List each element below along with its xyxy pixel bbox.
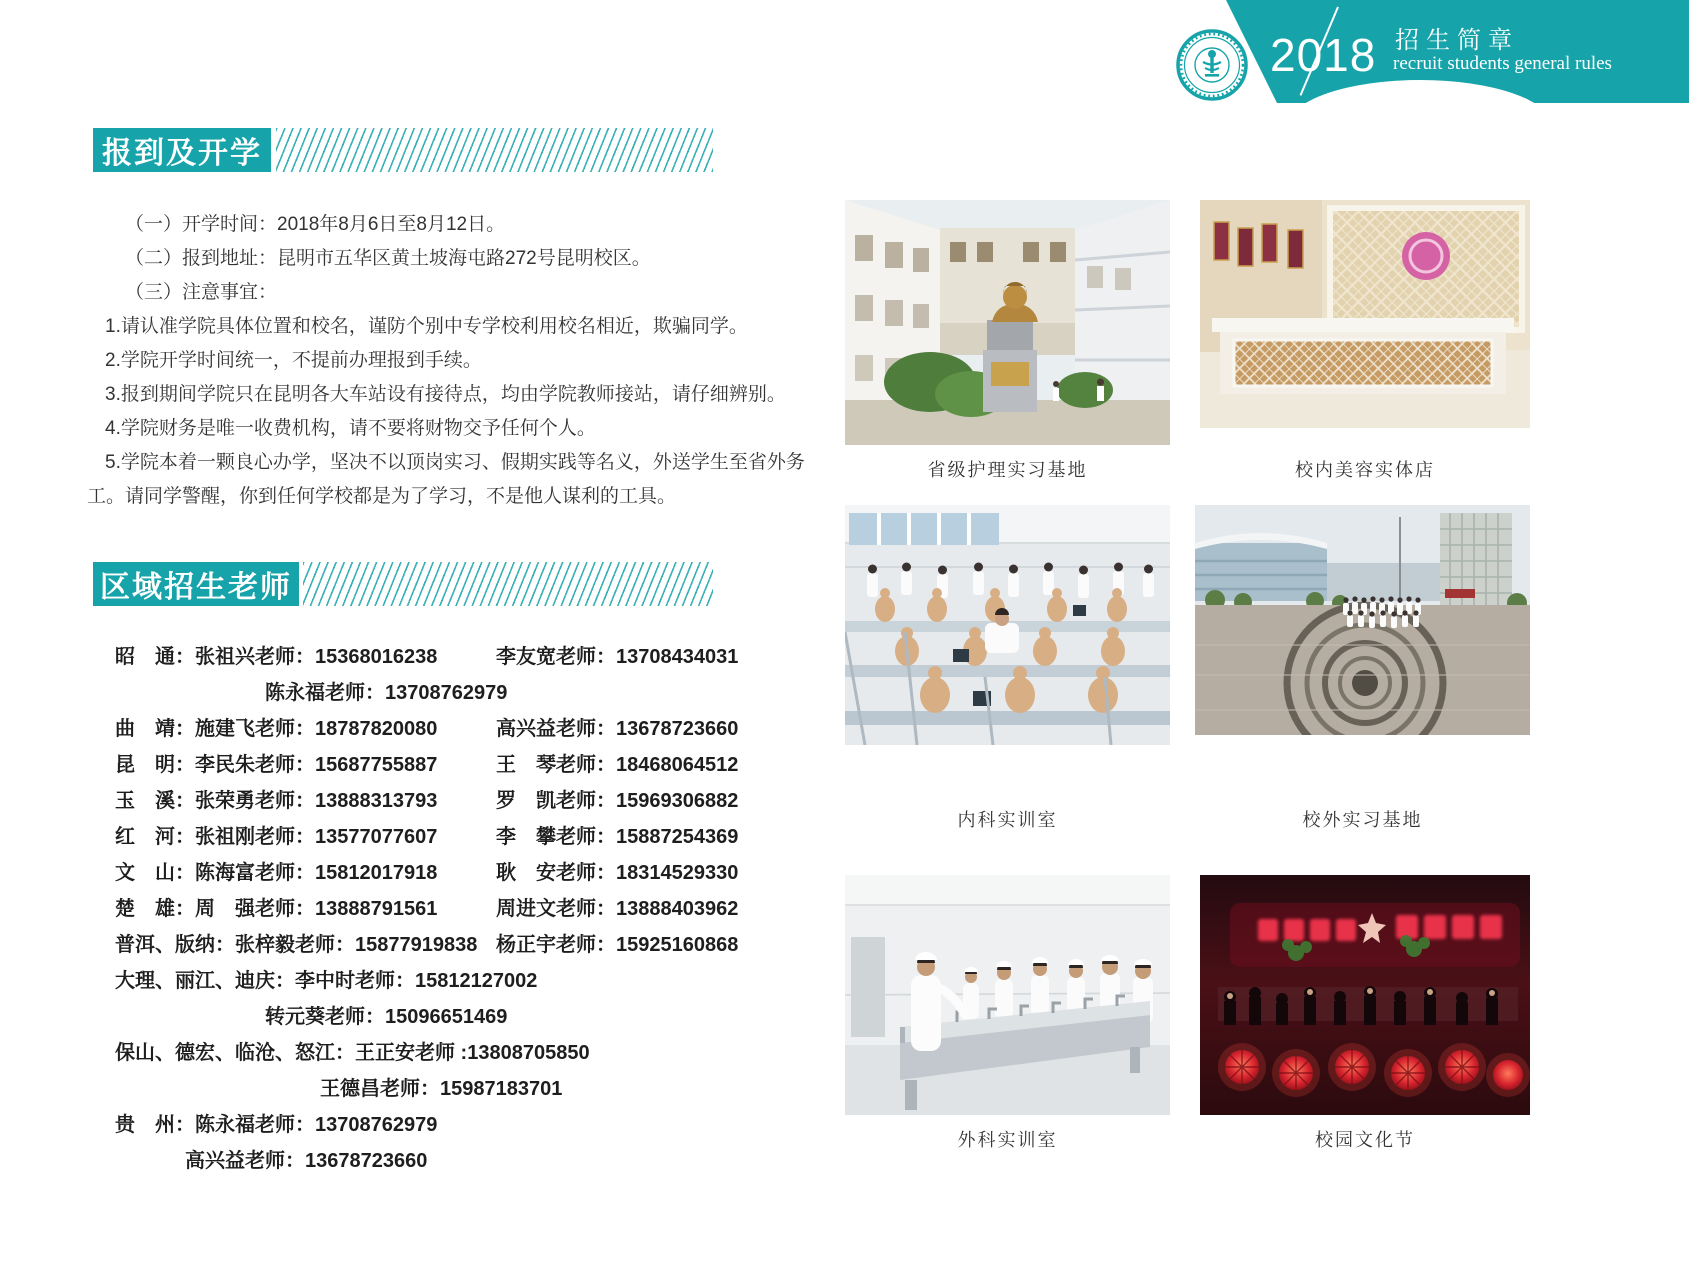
register-line: 4.学院财务是唯一收费机构，请不要将财物交予任何个人。: [105, 418, 596, 439]
photo-nursing-base: [845, 200, 1170, 445]
banner-title-cn: 招生简章: [1395, 28, 1519, 54]
register-line: （一）开学时间：2018年8月6日至8月12日。: [125, 214, 506, 235]
photo-caption: 外科实训室: [957, 1130, 1058, 1150]
register-line: （二）报到地址：昆明市五华区黄土坡海屯路272号昆明校区。: [125, 248, 651, 269]
teacher-entry: 高兴益老师：13678723660: [496, 718, 739, 740]
teacher-entry: 周进文老师：13888403962: [496, 898, 739, 920]
section2-hatch-stripes: [303, 562, 713, 606]
teacher-row: [85, 712, 775, 738]
photo-caption: 内科实训室: [957, 810, 1058, 830]
teacher-entry: 大理、丽江、迪庆：李中时老师：15812127002: [115, 970, 538, 992]
teacher-row: [85, 676, 775, 702]
teacher-entry: 李友宽老师：13708434031: [496, 646, 739, 668]
register-line: 5.学院本着一颗良心办学，坚决不以顶岗实习、假期实践等名义，外送学生至省外务: [105, 452, 805, 473]
teacher-entry: 王 琴老师：18468064512: [496, 754, 739, 776]
register-line: 1.请认准学院具体位置和校名，谨防个别中专学校利用校名相近，欺骗同学。: [105, 316, 748, 337]
teacher-entry: 普洱、版纳：张梓毅老师：15877919838: [115, 934, 478, 956]
teacher-row: [85, 1000, 775, 1026]
teacher-entry: 李 攀老师：15887254369: [496, 826, 739, 848]
teacher-entry: 玉 溪：张荣勇老师：13888313793: [115, 790, 438, 812]
banner-notch: [1288, 80, 1552, 172]
photo-caption: 校园文化节: [1315, 1130, 1415, 1150]
register-line: 3.报到期间学院只在昆明各大车站设有接待点，均由学院教师接站，请仔细辨别。: [105, 384, 786, 405]
teacher-row: [85, 892, 775, 918]
teacher-entry: 曲 靖：施建飞老师：18787820080: [115, 718, 438, 740]
teacher-row: [85, 964, 775, 990]
teacher-entry: 红 河：张祖刚老师：13577077607: [115, 826, 438, 848]
teacher-row: [85, 784, 775, 810]
banner-title-en: recruit students general rules: [1393, 53, 1612, 74]
teacher-row: [85, 856, 775, 882]
photo-internal-medicine-room: [845, 505, 1170, 745]
teacher-entry: 楚 雄：周 强老师：13888791561: [115, 898, 438, 920]
teacher-entry: 文 山：陈海富老师：15812017918: [115, 862, 438, 884]
teacher-row: [85, 1144, 775, 1170]
section1-hatch-stripes: [276, 128, 713, 172]
teacher-entry: 高兴益老师：13678723660: [185, 1150, 428, 1172]
school-seal-icon: [1175, 28, 1249, 102]
section-title-teachers: 区域招生老师: [93, 562, 299, 606]
register-line: 工。请同学警醒，你到任何学校都是为了学习，不是他人谋利的工具。: [87, 486, 677, 507]
teacher-entry: 转元葵老师：15096651469: [265, 1006, 508, 1028]
teacher-entry: 昭 通：张祖兴老师：15368016238: [115, 646, 438, 668]
photo-offcampus-base: [1195, 505, 1530, 735]
photo-beauty-shop: [1200, 200, 1530, 428]
banner-year: 2018: [1270, 29, 1377, 81]
teacher-row: [85, 640, 775, 666]
teacher-entry: 陈永福老师：13708762979: [265, 682, 508, 704]
teacher-entry: 罗 凯老师：15969306882: [496, 790, 739, 812]
teacher-entry: 杨正宇老师：15925160868: [496, 934, 739, 956]
photo-caption: 省级护理实习基地: [927, 460, 1088, 480]
teacher-entry: 王德昌老师：15987183701: [320, 1078, 563, 1100]
photo-surgery-room: [845, 875, 1170, 1115]
register-line: 2.学院开学时间统一，不提前办理报到手续。: [105, 350, 482, 371]
teacher-row: [85, 928, 775, 954]
teacher-row: [85, 820, 775, 846]
teacher-entry: 贵 州：陈永福老师：13708762979: [115, 1114, 438, 1136]
photo-culture-festival: [1200, 875, 1530, 1115]
teacher-row: [85, 1072, 775, 1098]
teacher-entry: 昆 明：李民朱老师：15687755887: [115, 754, 438, 776]
photo-caption: 校外实习基地: [1302, 810, 1423, 830]
teacher-row: [85, 748, 775, 774]
teacher-entry: 耿 安老师：18314529330: [496, 862, 739, 884]
teacher-row: [85, 1036, 775, 1062]
section-title-registration: 报到及开学: [93, 128, 271, 172]
teacher-entry: 保山、德宏、临沧、怒江：王正安老师 :13808705850: [115, 1042, 590, 1064]
teacher-row: [85, 1108, 775, 1134]
register-line: （三）注意事宜：: [125, 282, 278, 303]
photo-caption: 校内美容实体店: [1295, 460, 1435, 480]
